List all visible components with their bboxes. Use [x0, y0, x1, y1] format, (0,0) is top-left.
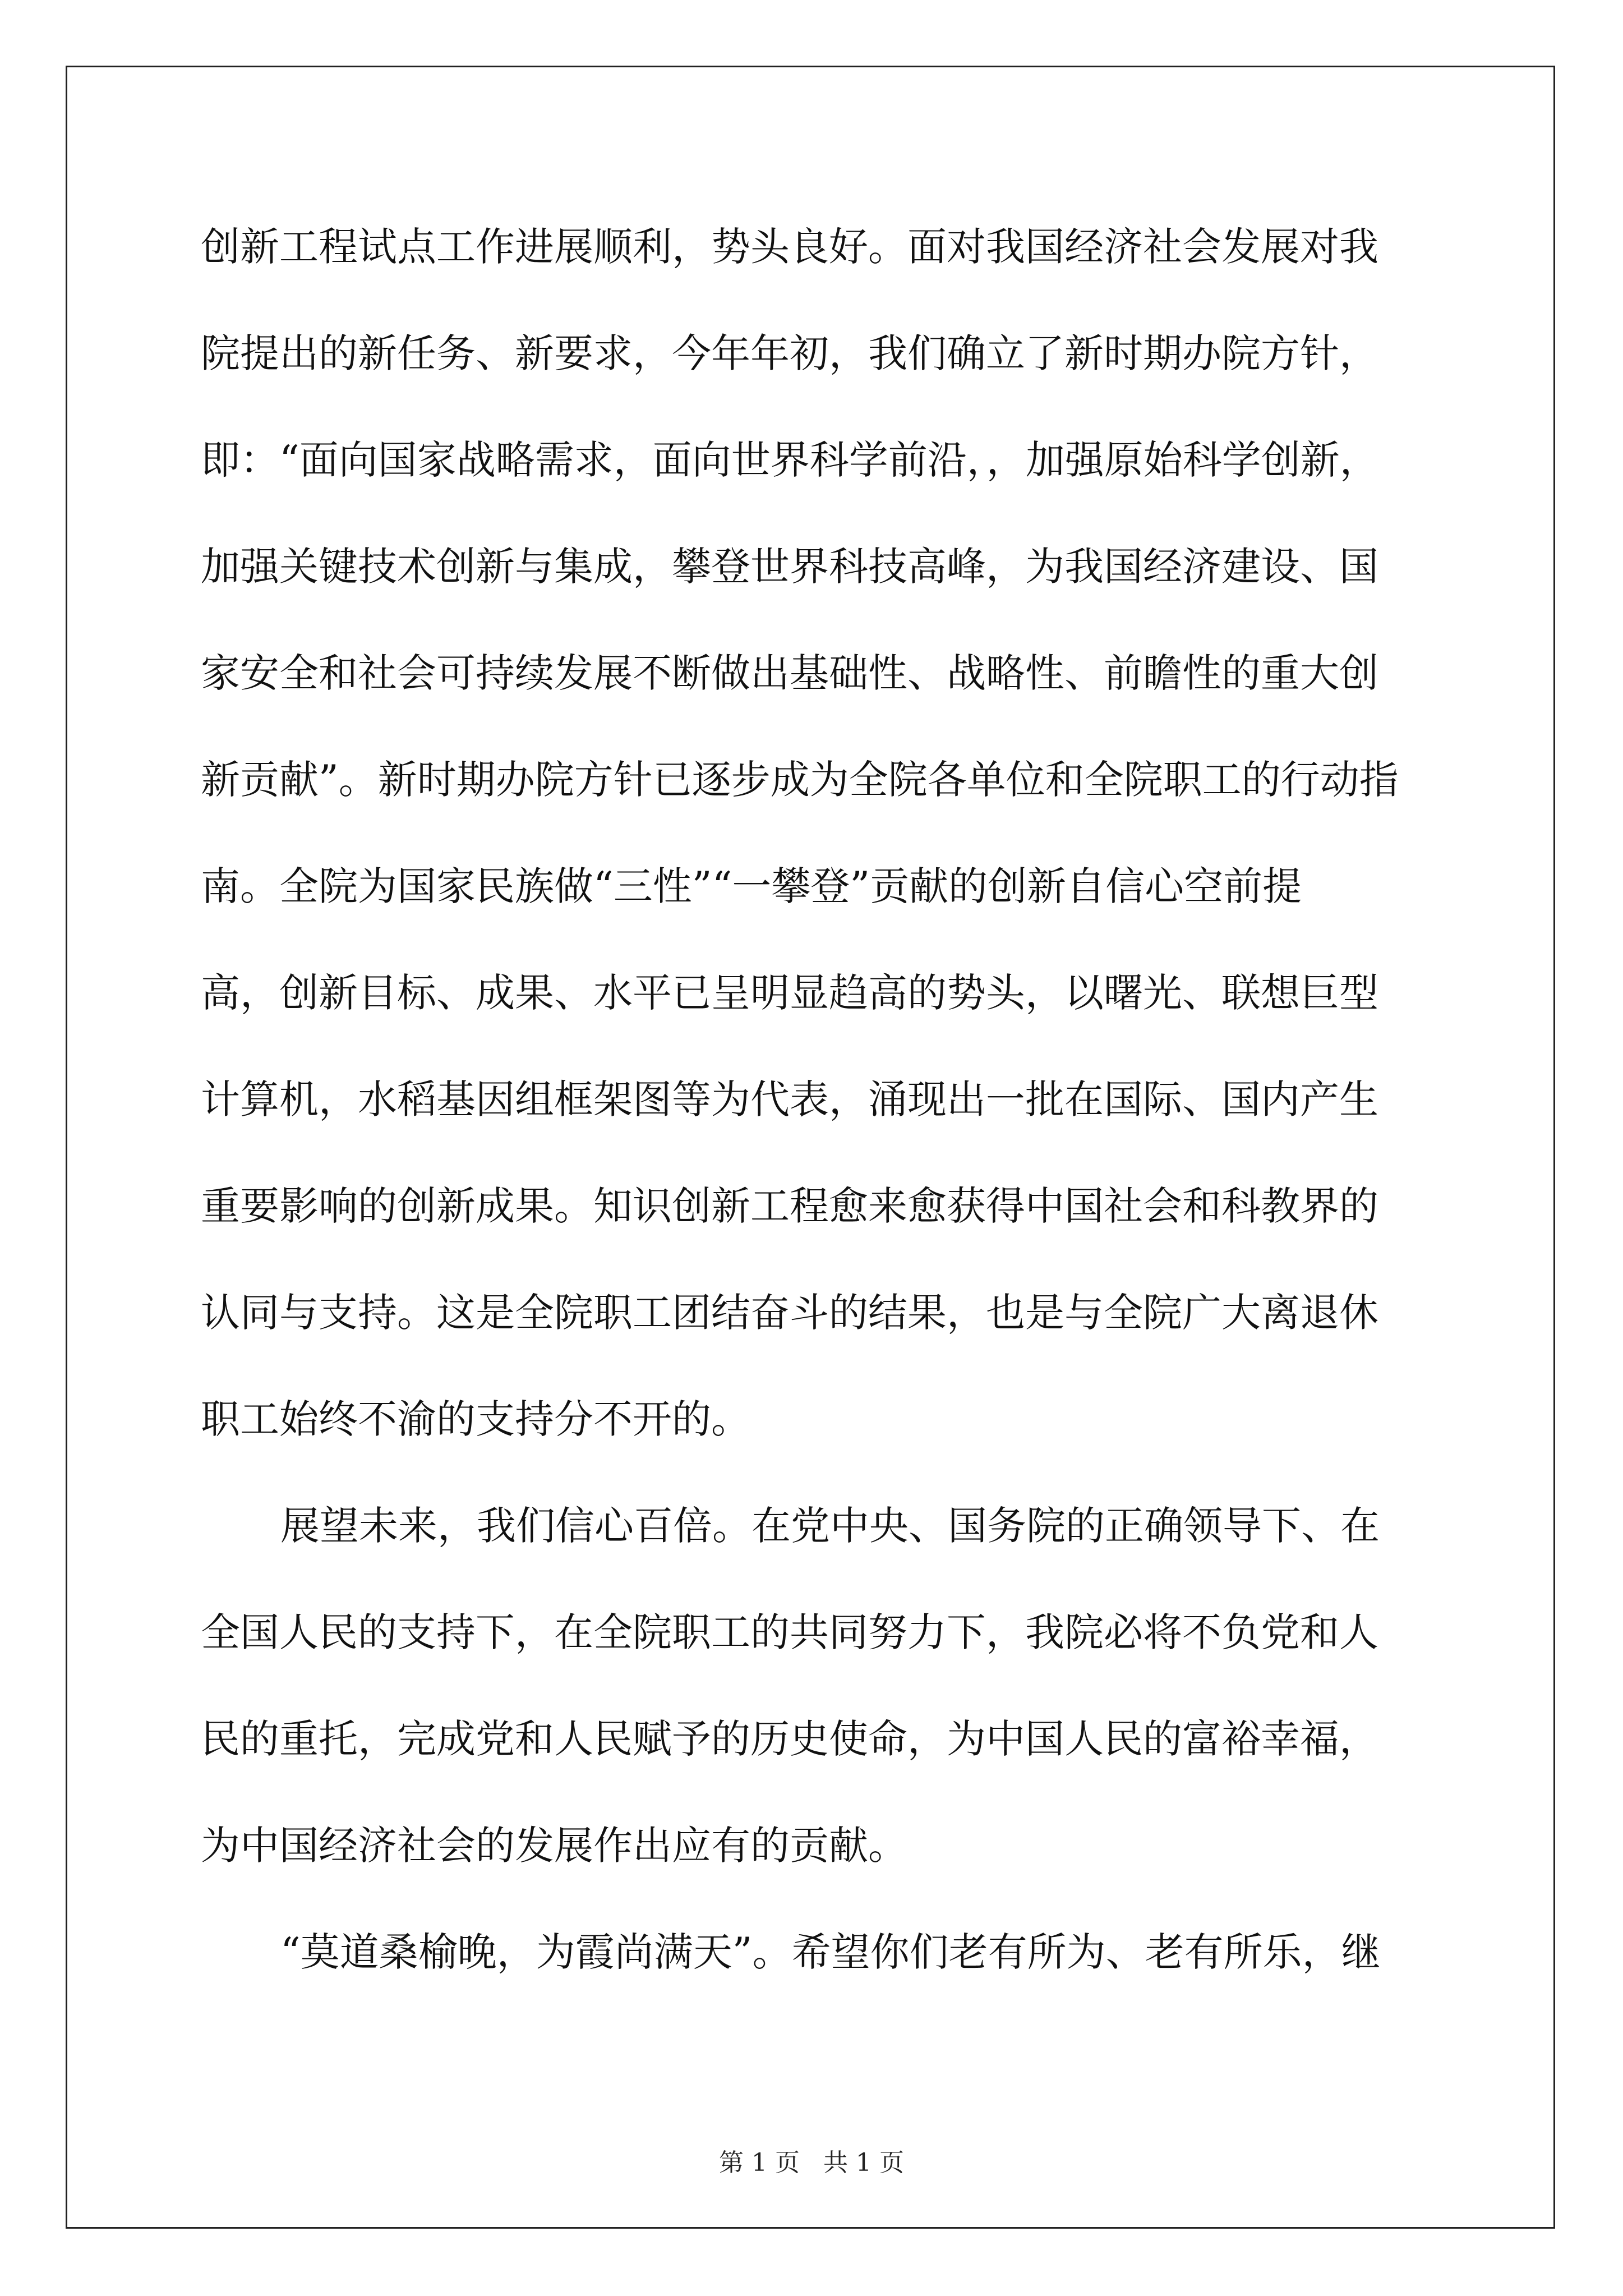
text-line: 全国人民的支持下，在全院职工的共同努力下，我院必将不负党和人 [201, 1609, 1378, 1655]
text-line: 职工始终不渝的支持分不开的。 [201, 1396, 750, 1442]
text-line: 计算机，水稻基因组框架图等为代表，涌现出一批在国际、国内产生 [201, 1076, 1378, 1122]
text-line: 高，创新目标、成果、水平已呈明显趋高的势头，以曙光、联想巨型 [201, 970, 1378, 1016]
text-line: “莫道桑榆晚，为霞尚满天”。希望你们老有所为、老有所乐，继 [280, 1929, 1381, 1975]
text-line: 加强关键技术创新与集成，攀登世界科技高峰，为我国经济建设、国 [201, 544, 1378, 590]
text-line: 展望未来，我们信心百倍。在党中央、国务院的正确领导下、在 [280, 1503, 1380, 1549]
text-line: 即：“面向国家战略需求，面向世界科学前沿，，加强原始科学创新， [201, 437, 1379, 483]
page-border [66, 66, 1555, 2229]
text-line: 院提出的新任务、新要求，今年年初，我们确立了新时期办院方针， [201, 330, 1378, 376]
text-line: 认同与支持。这是全院职工团结奋斗的结果，也是与全院广大离退休 [201, 1290, 1378, 1336]
text-line: 创新工程试点工作进展顺利，势头良好。面对我国经济社会发展对我 [201, 224, 1378, 270]
text-line: 为中国经济社会的发展作出应有的贡献。 [201, 1823, 907, 1869]
text-line: 新贡献”。新时期办院方针已逐步成为全院各单位和全院职工的行动指 [201, 757, 1399, 803]
text-line: 民的重托，完成党和人民赋予的历史使命，为中国人民的富裕幸福， [201, 1716, 1378, 1762]
text-line: 南。全院为国家民族做“三性”“一攀登”贡献的创新自信心空前提 [201, 863, 1302, 909]
page-number: 第 1 页 共 1 页 [719, 2148, 904, 2177]
text-line: 重要影响的创新成果。知识创新工程愈来愈获得中国社会和科教界的 [201, 1183, 1378, 1229]
text-line: 家安全和社会可持续发展不断做出基础性、战略性、前瞻性的重大创 [201, 650, 1378, 696]
